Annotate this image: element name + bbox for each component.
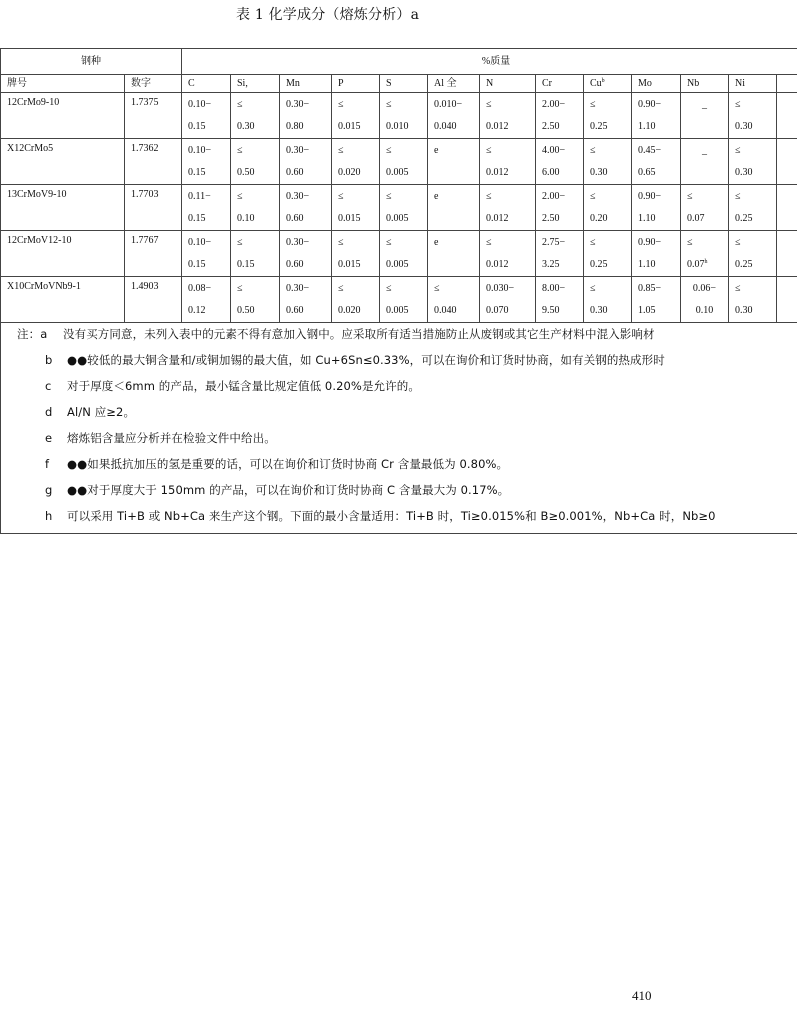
truncated-cell — [777, 185, 797, 208]
value-cell-si-max: 0.10 — [231, 207, 280, 231]
value-cell-mn-min: 0.30− — [280, 185, 332, 208]
table-title: 表 1 化学成分（熔炼分析）a — [236, 7, 420, 23]
value-cell-al-min: ≤ — [428, 277, 480, 300]
value-cell-p-max: 0.015 — [332, 253, 380, 277]
column-header-ni: Ni — [729, 75, 777, 93]
value-cell-cr-min: 2.75− — [536, 231, 584, 254]
value-cell-s-min: ≤ — [380, 277, 428, 300]
number-cell: 1.7375 — [125, 93, 182, 139]
grade-cell: X10CrMoVNb9-1 — [1, 277, 125, 323]
footnote-f — [17, 459, 508, 470]
value-cell-ni-min: ≤ — [729, 93, 777, 116]
table-body — [1, 93, 797, 323]
table-row — [1, 93, 797, 116]
truncated-cell — [777, 253, 797, 277]
value-cell-ni-max: 0.30 — [729, 161, 777, 185]
value-cell-n-min: ≤ — [480, 139, 536, 162]
value-cell-cu-min: ≤ — [584, 277, 632, 300]
value-cell-cu-min: ≤ — [584, 185, 632, 208]
footnote-h — [17, 511, 716, 522]
value-cell-cu-min: ≤ — [584, 139, 632, 162]
value-cell-ni-min: ≤ — [729, 139, 777, 162]
value-cell-c-min: 0.10− — [182, 93, 231, 116]
value-cell-s-min: ≤ — [380, 185, 428, 208]
value-cell-cr-max: 3.25 — [536, 253, 584, 277]
value-cell-mn-min: 0.30− — [280, 277, 332, 300]
column-header-n: N — [480, 75, 536, 93]
value-cell-nb-min: ≤ — [681, 231, 729, 254]
value-cell-si-min: ≤ — [231, 185, 280, 208]
value-cell-n-max: 0.012 — [480, 253, 536, 277]
grade-cell: X12CrMo5 — [1, 139, 125, 185]
page-number: 410 — [632, 988, 652, 1003]
value-cell-cu-min: ≤ — [584, 231, 632, 254]
truncated-cell — [777, 139, 797, 162]
value-cell-ni-min: ≤ — [729, 277, 777, 300]
value-cell-n-min: 0.030− — [480, 277, 536, 300]
value-cell-mo-min: 0.90− — [632, 185, 681, 208]
column-header-cu — [584, 75, 632, 93]
value-cell-cr-max: 2.50 — [536, 115, 584, 139]
value-cell-p-max: 0.020 — [332, 161, 380, 185]
value-text: 0.07 — [687, 259, 705, 270]
grade-cell: 13CrMoV9-10 — [1, 185, 125, 231]
value-cell-n-min: ≤ — [480, 93, 536, 116]
value-cell-p-min: ≤ — [332, 185, 380, 208]
value-cell-cu-max: 0.30 — [584, 299, 632, 323]
footnote-text: 没有买方同意，未列入表中的元素不得有意加入钢中。应采取所有适当措施防止从废钢或其它生产材料中混入影响材 — [63, 327, 655, 341]
footnote-marker: h — [704, 259, 708, 265]
value-cell-mn-min: 0.30− — [280, 231, 332, 254]
value-cell-nb-min: ≤ — [681, 185, 729, 208]
value-cell-cr-max: 6.00 — [536, 161, 584, 185]
value-cell-cu-max: 0.30 — [584, 161, 632, 185]
number-cell: 1.4903 — [125, 277, 182, 323]
value-cell-c-max: 0.15 — [182, 115, 231, 139]
value-cell-mn-max: 0.60 — [280, 299, 332, 323]
value-cell-c-min: 0.08− — [182, 277, 231, 300]
value-cell-mo-min: 0.90− — [632, 231, 681, 254]
value-cell-cr-min: 2.00− — [536, 93, 584, 116]
footnote-label: c — [45, 379, 52, 393]
value-cell-al-min: e — [428, 231, 480, 254]
grade-cell: 12CrMoV12-10 — [1, 231, 125, 277]
value-cell-mo-min: 0.90− — [632, 93, 681, 116]
value-cell-s-max: 0.005 — [380, 161, 428, 185]
value-cell-n-max: 0.012 — [480, 207, 536, 231]
value-cell-al-min: e — [428, 185, 480, 208]
footnote-label: h — [45, 509, 53, 523]
value-cell-c-max: 0.15 — [182, 161, 231, 185]
value-cell-c-min: 0.10− — [182, 231, 231, 254]
column-header-al: Al 全 — [428, 75, 480, 93]
value-cell-nb-max — [681, 161, 729, 185]
value-cell-c-min: 0.11− — [182, 185, 231, 208]
value-cell-cu-min: ≤ — [584, 93, 632, 116]
value-cell-n-max: 0.012 — [480, 115, 536, 139]
truncated-cell — [777, 299, 797, 323]
mass-percent-header: %质量 — [182, 49, 797, 75]
footnote-e — [17, 433, 276, 444]
truncated-cell — [777, 93, 797, 116]
value-cell-nb-max: 0.07 — [681, 207, 729, 231]
value-cell-p-min: ≤ — [332, 277, 380, 300]
value-cell-cu-max: 0.25 — [584, 253, 632, 277]
value-cell-cr-max: 2.50 — [536, 207, 584, 231]
value-cell-si-max: 0.50 — [231, 299, 280, 323]
value-cell-ni-max: 0.25 — [729, 253, 777, 277]
value-cell-s-max: 0.005 — [380, 253, 428, 277]
table-row — [1, 139, 797, 162]
value-cell-s-max: 0.010 — [380, 115, 428, 139]
value-cell-cu-max: 0.25 — [584, 115, 632, 139]
value-cell-c-max: 0.12 — [182, 299, 231, 323]
value-cell-cr-min: 8.00− — [536, 277, 584, 300]
column-header-si: Si, — [231, 75, 280, 93]
value-cell-si-min: ≤ — [231, 93, 280, 116]
number-cell: 1.7362 — [125, 139, 182, 185]
value-cell-s-min: ≤ — [380, 231, 428, 254]
grade-cell: 12CrMo9-10 — [1, 93, 125, 139]
truncated-cell — [777, 161, 797, 185]
value-cell-mn-max: 0.60 — [280, 161, 332, 185]
value-cell-si-max: 0.30 — [231, 115, 280, 139]
column-header-s: S — [380, 75, 428, 93]
footnote-text: ●●如果抵抗加压的氢是重要的话，可以在询价和订货时协商 Cr 含量最低为 0.80%。 — [67, 457, 509, 471]
value-cell-mo-max: 1.10 — [632, 253, 681, 277]
value-cell-nb-min: 0.06− — [681, 277, 729, 300]
value-cell-si-min: ≤ — [231, 277, 280, 300]
value-cell-mo-min: 0.45− — [632, 139, 681, 162]
value-cell-mo-max: 1.05 — [632, 299, 681, 323]
value-cell-mo-min: 0.85− — [632, 277, 681, 300]
value-cell-p-min: ≤ — [332, 139, 380, 162]
value-cell-ni-min: ≤ — [729, 231, 777, 254]
value-cell-al-max — [428, 161, 480, 185]
footnote-label: 注：a — [17, 327, 48, 341]
truncated-cell — [777, 115, 797, 139]
footnote-a — [17, 329, 655, 340]
footnote-text: 可以采用 Ti+B 或 Nb+Ca 来生产这个钢。下面的最小含量适用：Ti+B 时，Ti≥0.015%和 B≥0.001%，Nb+Ca 时，Nb≥0 — [67, 509, 716, 523]
value-cell-p-min: ≤ — [332, 231, 380, 254]
steel-type-header: 钢种 — [1, 49, 182, 75]
chemical-composition-table-container — [0, 48, 797, 538]
footnote-label: f — [45, 457, 50, 471]
footnote-d — [17, 407, 135, 418]
value-cell-si-min: ≤ — [231, 231, 280, 254]
value-cell-al-max: 0.040 — [428, 299, 480, 323]
value-cell-ni-min: ≤ — [729, 185, 777, 208]
value-cell-al-min: 0.010− — [428, 93, 480, 116]
column-header-cu-label: Cu — [590, 78, 602, 89]
footnote-b — [17, 355, 665, 366]
value-cell-mn-min: 0.30− — [280, 139, 332, 162]
value-cell-c-min: 0.10− — [182, 139, 231, 162]
footnote-marker: b — [601, 78, 605, 84]
footnote-label: d — [45, 405, 53, 419]
number-cell: 1.7703 — [125, 185, 182, 231]
value-cell-al-max: 0.040 — [428, 115, 480, 139]
footnote-text: ●●对于厚度大于 150mm 的产品，可以在询价和订货时协商 C 含量最大为 0.17%。 — [67, 483, 510, 497]
value-cell-s-max: 0.005 — [380, 207, 428, 231]
table-row — [1, 185, 797, 208]
column-header-truncated — [777, 75, 797, 93]
value-cell-n-max: 0.012 — [480, 161, 536, 185]
value-cell-ni-max: 0.30 — [729, 115, 777, 139]
value-cell-cu-max: 0.20 — [584, 207, 632, 231]
value-cell-mn-max: 0.80 — [280, 115, 332, 139]
column-header-number: 数字 — [125, 75, 182, 93]
value-cell-si-min: ≤ — [231, 139, 280, 162]
value-cell-p-max: 0.015 — [332, 207, 380, 231]
value-cell-s-min: ≤ — [380, 93, 428, 116]
value-cell-mn-max: 0.60 — [280, 253, 332, 277]
value-cell-n-max: 0.070 — [480, 299, 536, 323]
value-cell-al-max — [428, 207, 480, 231]
column-header-mn: Mn — [280, 75, 332, 93]
value-cell-nb-max — [681, 115, 729, 139]
footnote-label: b — [45, 353, 53, 367]
number-cell: 1.7767 — [125, 231, 182, 277]
footnote-g — [17, 485, 509, 496]
chemical-composition-table — [0, 48, 797, 534]
column-header-mo: Mo — [632, 75, 681, 93]
value-cell-mn-min: 0.30− — [280, 93, 332, 116]
footnote-label: e — [45, 431, 53, 445]
value-cell-cr-min: 4.00− — [536, 139, 584, 162]
value-cell-ni-max: 0.25 — [729, 207, 777, 231]
value-cell-al-min: e — [428, 139, 480, 162]
notes-cell — [1, 323, 797, 534]
truncated-cell — [777, 207, 797, 231]
table-row — [1, 277, 797, 300]
table-row — [1, 231, 797, 254]
footnote-label: g — [45, 483, 53, 497]
notes-block — [7, 323, 797, 533]
value-cell-c-max: 0.15 — [182, 253, 231, 277]
value-cell-ni-max: 0.30 — [729, 299, 777, 323]
column-header-c: C — [182, 75, 231, 93]
value-cell-n-min: ≤ — [480, 231, 536, 254]
value-cell-mo-max: 0.65 — [632, 161, 681, 185]
column-header-grade: 牌号 — [1, 75, 125, 93]
value-cell-cr-max: 9.50 — [536, 299, 584, 323]
value-cell-s-min: ≤ — [380, 139, 428, 162]
truncated-cell — [777, 277, 797, 300]
footnote-text: 对于厚度＜6mm 的产品，最小锰含量比规定值低 0.20%是允许的。 — [67, 379, 420, 393]
footnote-text: Al/N 应≥2。 — [67, 405, 136, 419]
value-cell-n-min: ≤ — [480, 185, 536, 208]
value-cell-si-max: 0.50 — [231, 161, 280, 185]
value-cell-cr-min: 2.00− — [536, 185, 584, 208]
value-cell-p-max: 0.015 — [332, 115, 380, 139]
column-header-p: P — [332, 75, 380, 93]
value-cell-al-max — [428, 253, 480, 277]
value-cell-s-max: 0.005 — [380, 299, 428, 323]
value-cell-c-max: 0.15 — [182, 207, 231, 231]
value-cell-nb-max — [681, 253, 729, 277]
column-header-cr: Cr — [536, 75, 584, 93]
value-cell-p-max: 0.020 — [332, 299, 380, 323]
value-cell-nb-min: _ — [681, 139, 729, 162]
value-cell-mn-max: 0.60 — [280, 207, 332, 231]
truncated-cell — [777, 231, 797, 254]
footnote-text: ●●较低的最大铜含量和/或铜加锡的最大值，如 Cu+6Sn≤0.33%，可以在询价和订货时协商，如有关钢的热成形时 — [67, 353, 665, 367]
value-cell-mo-max: 1.10 — [632, 115, 681, 139]
value-cell-si-max: 0.15 — [231, 253, 280, 277]
value-cell-p-min: ≤ — [332, 93, 380, 116]
footnote-text: 熔炼铝含量应分析并在检验文件中给出。 — [67, 431, 276, 445]
value-cell-nb-min: _ — [681, 93, 729, 116]
footnote-c — [17, 381, 420, 392]
column-header-nb: Nb — [681, 75, 729, 93]
value-cell-nb-max: 0.10 — [681, 299, 729, 323]
value-cell-mo-max: 1.10 — [632, 207, 681, 231]
